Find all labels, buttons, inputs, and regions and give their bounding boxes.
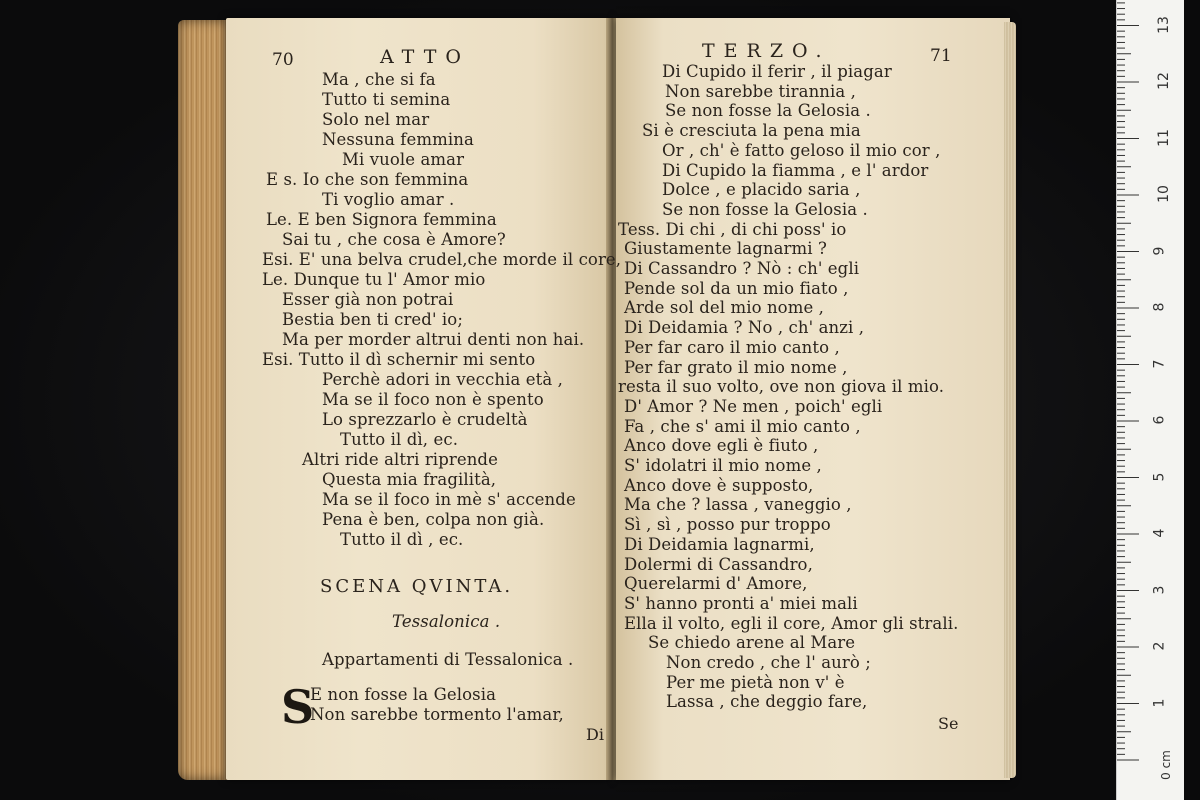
right-verse-line: Se non fosse la Gelosia . — [665, 101, 871, 120]
left-verse-line: Esser già non potrai — [282, 290, 454, 309]
ruler-number: 10 — [1155, 185, 1172, 203]
ruler-number: 13 — [1155, 15, 1172, 34]
character-name: Tessalonica . — [392, 612, 501, 631]
right-verse-line: Sì , sì , posso pur troppo — [624, 515, 831, 534]
right-verse-line: Fa , che s' ami il mio canto , — [624, 417, 861, 436]
right-verse-line: resta il suo volto, ove non giova il mio. — [618, 377, 945, 396]
right-verse-line: Pende sol da un mio fiato , — [624, 279, 849, 298]
right-verse-line: Per far caro il mio canto , — [624, 338, 840, 357]
right-verse-line: Di Cassandro ? Nò : ch' egli — [624, 259, 860, 278]
left-running-head: ATTO — [380, 46, 470, 68]
left-verse-line: Ma se il foco in mè s' accende — [322, 490, 576, 509]
final-line-2: Non sarebbe tormento l'amar, — [310, 705, 564, 724]
left-verse-line: Perchè adori in vecchia età , — [322, 370, 563, 389]
left-verse-line: Esi. Tutto il dì schernir mi sento — [262, 350, 536, 369]
left-verse-line: Sai tu , che cosa è Amore? — [282, 230, 506, 249]
drop-cap: S — [281, 680, 315, 734]
right-verse-line: Anco dove egli è fiuto , — [624, 436, 819, 455]
right-verse-line: Ma che ? lassa , vaneggio , — [624, 495, 852, 514]
ruler-number: 5 — [1151, 472, 1168, 481]
ruler-ticks — [1117, 0, 1185, 800]
right-verse-line: Se chiedo arene al Mare — [648, 633, 856, 652]
left-verse-line: Ma se il foco non è spento — [322, 390, 544, 409]
right-verse-line: D' Amor ? Ne men , poich' egli — [624, 397, 883, 416]
right-page-number: 71 — [930, 46, 952, 66]
left-page-edges — [178, 20, 230, 780]
right-verse-line: Non credo , che l' aurò ; — [666, 653, 871, 672]
ruler-number: 9 — [1151, 246, 1168, 255]
ruler-number: 4 — [1151, 528, 1168, 538]
right-verse-line: Di Deidamia ? No , ch' anzi , — [624, 318, 865, 337]
right-verse-line: Tess. Di chi , di chi poss' io — [618, 220, 847, 239]
right-verse-line: Di Deidamia lagnarmi, — [624, 535, 815, 554]
ruler-number: 3 — [1151, 585, 1168, 594]
left-verse-line: Ti voglio amar . — [322, 190, 455, 209]
right-verse-line: Arde sol del mio nome , — [624, 298, 825, 317]
right-verse-line: Anco dove è supposto, — [624, 476, 814, 495]
ruler-unit: 0 cm — [1158, 750, 1173, 780]
final-line-1: E non fosse la Gelosia — [310, 685, 497, 704]
right-verse-line: Per me pietà non v' è — [666, 673, 845, 692]
ruler-number: 1 — [1151, 698, 1168, 707]
left-catchword: Di — [586, 725, 604, 744]
right-verse-line: Non sarebbe tirannia , — [665, 82, 857, 101]
right-verse-line: Querelarmi d' Amore, — [624, 574, 808, 593]
scene-heading: SCENA QVINTA. — [320, 576, 514, 597]
right-verse-line: Di Cupido la fiamma , e l' ardor — [662, 161, 929, 180]
left-page-number: 70 — [272, 50, 294, 70]
left-verse-line: Lo sprezzarlo è crudeltà — [322, 410, 528, 429]
right-catchword: Se — [938, 714, 959, 733]
ruler-number: 6 — [1151, 415, 1168, 425]
ruler-number: 7 — [1151, 359, 1168, 368]
right-verse-line: Si è cresciuta la pena mia — [642, 121, 861, 140]
right-verse-line: Ella il volto, egli il core, Amor gli strali. — [624, 614, 959, 633]
left-verse-line: Tutto il dì, ec. — [340, 430, 459, 449]
right-verse-line: S' idolatri il mio nome , — [624, 456, 822, 475]
left-verse-line: Esi. E' una belva crudel,che morde il core, — [262, 250, 622, 269]
right-verse-line: Se non fosse la Gelosia . — [662, 200, 868, 219]
left-verse-line: Le. E ben Signora femmina — [266, 210, 497, 229]
right-verse-line: Lassa , che deggio fare, — [666, 692, 868, 711]
right-dark-band — [1184, 0, 1200, 800]
left-verse-line: Pena è ben, colpa non già. — [322, 510, 545, 529]
left-verse-line: Bestia ben ti cred' io; — [282, 310, 464, 329]
left-verse-line: Solo nel mar — [322, 110, 430, 129]
left-verse-line: Questa mia fragilità, — [322, 470, 497, 489]
right-verse-line: Per far grato il mio nome , — [624, 358, 848, 377]
left-verse-line: Tutto il dì , ec. — [340, 530, 464, 549]
measuring-ruler — [1116, 0, 1185, 800]
left-verse-line: Nessuna femmina — [322, 130, 474, 149]
left-verse-line: Mi vuole amar — [342, 150, 465, 169]
left-verse-line: Ma , che si fa — [322, 70, 436, 89]
right-verse-line: Or , ch' è fatto geloso il mio cor , — [662, 141, 941, 160]
right-verse-line: Dolce , e placido saria , — [662, 180, 861, 199]
ruler-number: 12 — [1155, 72, 1172, 90]
right-verse-line: Giustamente lagnarmi ? — [624, 239, 827, 258]
left-verse-line: Altri ride altri riprende — [302, 450, 498, 469]
ruler-number: 8 — [1151, 302, 1168, 312]
right-verse-line: Di Cupido il ferir , il piagar — [662, 62, 892, 81]
scene-setting: Appartamenti di Tessalonica . — [322, 650, 574, 669]
right-verse-line: S' hanno pronti a' miei mali — [624, 594, 858, 613]
left-verse-line: E s. Io che son femmina — [266, 170, 469, 189]
right-page-edges — [1004, 22, 1016, 778]
left-verse-line: Le. Dunque tu l' Amor mio — [262, 270, 486, 289]
right-running-head: TERZO. — [702, 40, 831, 62]
left-verse-line: Tutto ti semina — [322, 90, 451, 109]
ruler-number: 2 — [1151, 641, 1168, 651]
left-verse-line: Ma per morder altrui denti non hai. — [282, 330, 585, 349]
right-verse-line: Dolermi di Cassandro, — [624, 555, 813, 574]
ruler-number: 11 — [1155, 128, 1172, 147]
